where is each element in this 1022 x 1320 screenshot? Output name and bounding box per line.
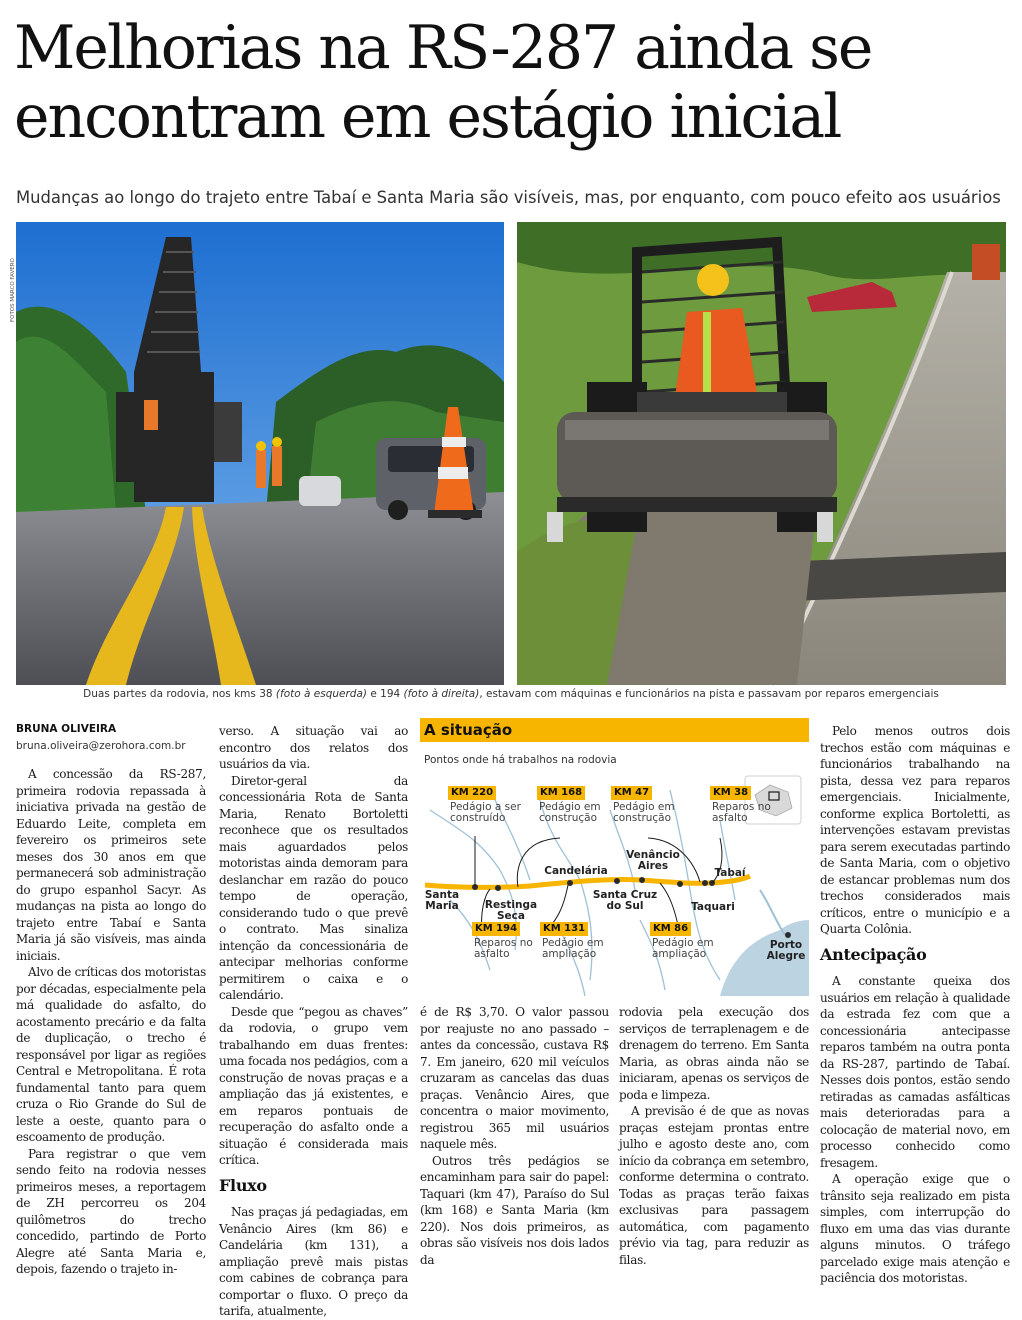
paragraph: Para registrar o que vem sendo feito na rodovia nesses primeiros meses, a reportagem de ZH percorreu os 204 quilômetros do trecho concedido, partindo de Porto Alegre até Santa Maria e, depois, fazendo o trajeto in- (16, 1146, 206, 1276)
section-heading-fluxo: Fluxo (219, 1175, 267, 1195)
photo-credit: FOTOS MARCO FAVERO (10, 258, 16, 322)
city-santa-maria: Santa Maria (424, 889, 460, 912)
paragraph: Nas praças já pedagiadas, em Venâncio Aires (km 86) e Candelária (km 131), a ampliação prevê mais pistas com cabines de cobrança para comportar o fluxo. O preço da tarifa, atualmente, (219, 1205, 408, 1318)
marker-desc-km-131: Pedágio em ampliação (542, 937, 604, 960)
section-heading-antecipacao: Antecipação (820, 944, 927, 964)
marker-km-47: KM 47 (611, 786, 652, 800)
paragraph: A concessão da RS-287, primeira rodovia repassada à iniciativa privada na gestão de Eduardo Leite, completa em fevereiro os primeiros sete meses dos 30 anos em que permanecerá sob administração do grupo espanhol Sacyr. As mudanças na pista ao longo do trajeto entre Tabaí e Santa Maria já são visíveis, mas ainda iniciais. (16, 767, 206, 963)
marker-km-220: KM 220 (448, 786, 496, 800)
paragraph: Desde que “pegou as chaves” da rodovia, o grupo vem trabalhando em duas frentes: uma focada nos pedágios, com a construção de novas praças e a ampliação das já existentes, e em reparos pontuais de recuperação do asfalto onde a situação é considerada mais crítica. (219, 1004, 408, 1167)
city-candelaria: Candelária (544, 865, 608, 877)
marker-km-168: KM 168 (537, 786, 585, 800)
marker-desc-km-47: Pedágio em construção (613, 801, 675, 824)
marker-km-131: KM 131 (540, 922, 588, 936)
marker-desc-km-220: Pedágio a ser construído (450, 801, 521, 824)
paragraph: Pelo menos outros dois trechos estão com máquinas e funcionários trabalhando na pista, dessa vez para reparos emergenciais. Inicialmente, conforme explica Bortoletti, as intervenções estavam previstas para serem executadas partindo de Santa Maria, com o objetivo de estancar problemas num dos trechos considerados mais críticos, entre o município e a Quarta Colônia. (820, 724, 1010, 936)
paragraph: A operação exige que o trânsito seja realizado em pista simples, com interrupção do fluxo em uma das vias durante alguns minutos. O tráfego parcelado exige mais atenção e paciência dos motoristas. (820, 1172, 1010, 1285)
city-santa-cruz-do-sul: Santa Cruz do Sul (592, 889, 658, 912)
marker-km-86: KM 86 (650, 922, 691, 936)
paragraph: Diretor-geral da concessionária Rota de Santa Maria, Renato Bortoletti reconhece que os resultados mais aguardados pelos motoristas ainda demoram para deslanchar em razão do pouco tempo de operação, considerando tudo o que prevê o contrato. Mas sinaliza intenção da concessionária de antecipar melhorias conforme permitirem o caixa e o calendário. (219, 773, 408, 1002)
city-restinga-seca: Restinga Seca (484, 899, 538, 922)
city-venancio-aires: Venâncio Aires (626, 849, 680, 872)
subheadline: Mudanças ao longo do trajeto entre Tabaí e Santa Maria são visíveis, mas, por enquanto, com pouco efeito aos usuários (16, 188, 1001, 207)
author-byline: BRUNA OLIVEIRA (16, 723, 117, 735)
marker-desc-km-38: Reparos no asfalto (712, 801, 771, 824)
city-tabai: Tabaí (714, 867, 746, 879)
infobox-situation (420, 718, 809, 998)
marker-desc-km-86: Pedágio em ampliação (652, 937, 714, 960)
article-column-5 (820, 723, 1010, 1287)
paragraph: Outros três pedágios se encaminham para sair do papel: Taquari (km 47), Paraíso do Sul (km 168) e Santa Maria (km 220). Nos dois primeiros, as obras são visíveis nos dois lados da (420, 1153, 609, 1267)
article-column-2 (219, 723, 408, 1320)
marker-desc-km-194: Reparos no asfalto (474, 937, 533, 960)
marker-km-194: KM 194 (472, 922, 520, 936)
infobox-title: A situação (420, 718, 809, 742)
paragraph: A constante queixa dos usuários em relação à qualidade da estrada fez com que a concessionária antecipasse reparos também na outra ponta da RS-287, partindo de Tabaí. Nesses dois pontos, estão sendo retiradas as camadas asfálticas mais deterioradas para a colocação de material novo, em processo conhecido como fresagem. (820, 974, 1010, 1170)
article-column-4 (619, 1004, 809, 1268)
author-email[interactable]: bruna.oliveira@zerohora.com.br (16, 740, 186, 752)
marker-km-38: KM 38 (710, 786, 751, 800)
article-column-3 (420, 1004, 609, 1268)
paragraph: rodovia pela execução dos serviços de terraplenagem e de drenagem do terreno. Em Santa Maria, as obras ainda não se iniciaram, apenas os serviços de poda e limpeza. (619, 1005, 809, 1102)
paragraph: verso. A situação vai ao encontro dos relatos dos usuários da via. (219, 724, 408, 771)
headline-line-1: Melhorias na RS-287 ainda se (14, 13, 872, 83)
headline (14, 14, 1014, 152)
paragraph: Alvo de críticas dos motoristas por décadas, especialmente pela má qualidade do asfalto, do acostamento precário e da falta de duplicação, o trecho é responsável por ligar as regiões Central e Metropolitana. É rota fundamental tanto para quem cruza o Rio Grande do Sul de leste a oeste, quanto para o escoamento de produção. (16, 965, 206, 1144)
headline-line-2: encontram em estágio inicial (14, 82, 841, 152)
city-taquari: Taquari (691, 901, 735, 913)
marker-desc-km-168: Pedágio em construção (539, 801, 601, 824)
infobox-subtitle: Pontos onde há trabalhos na rodovia (424, 754, 617, 766)
photo-worker-loader (517, 222, 1006, 685)
photo-road-milling (16, 222, 504, 685)
article-column-1 (16, 766, 206, 1278)
city-porto-alegre: Porto Alegre (766, 939, 806, 962)
paragraph: é de R$ 3,70. O valor passou por reajuste no ano passado – antes da concessão, custava R$ 7. Em janeiro, 620 mil veículos cruzaram as cancelas das duas praças. Venâncio Aires, que concentra o maior movimento, registrou 365 mil usuários naquele mês. (420, 1005, 609, 1151)
route-map (420, 770, 809, 996)
photo-caption: Duas partes da rodovia, nos kms 38 (foto à esquerda) e 194 (foto à direita), estavam com máquinas e funcionários na pista e passavam por reparos emergenciais (83, 688, 939, 700)
paragraph: A previsão é de que as novas praças estejam prontas entre julho e agosto deste ano, com início da cobrança em setembro, conforme determina o contrato. Todas as praças terão faixas exclusivas para passagem automática, com pagamento prévio via tag, para reduzir as filas. (619, 1104, 809, 1267)
